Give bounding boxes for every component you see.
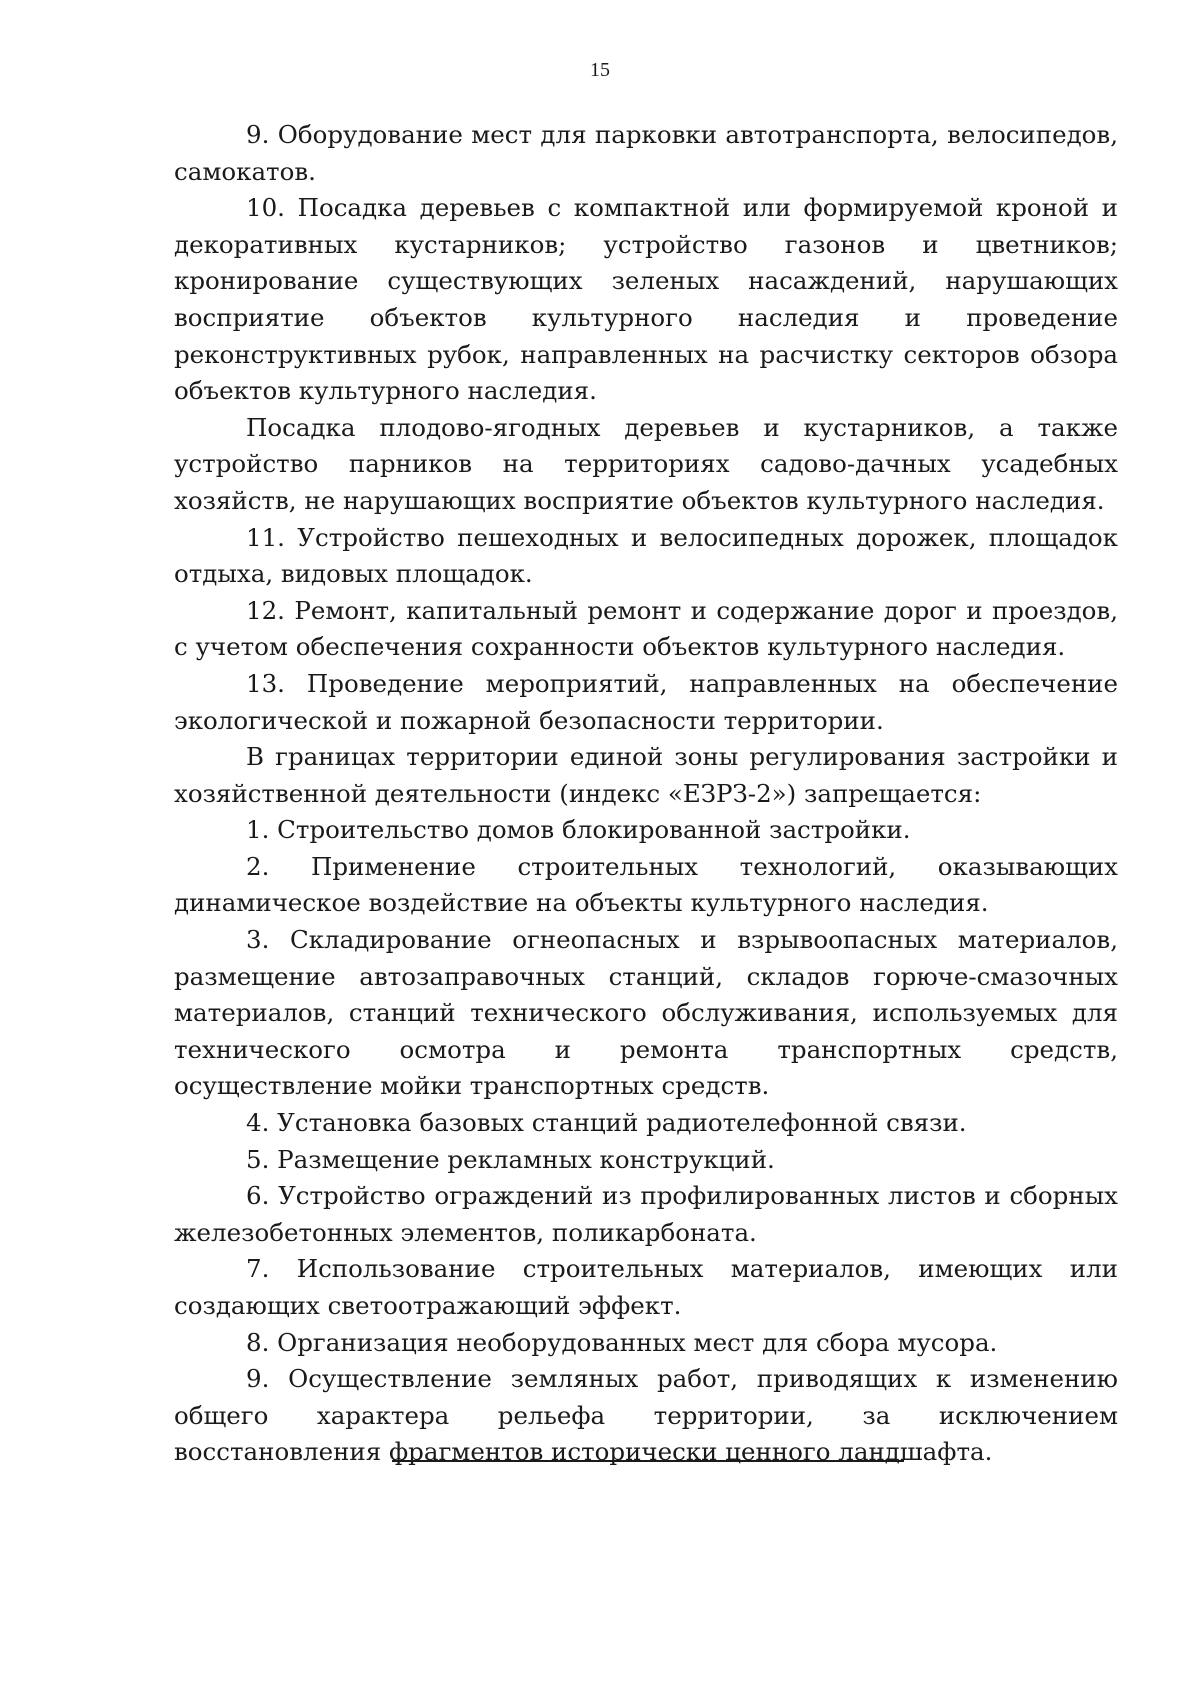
prohibition-item-6: 6. Устройство ограждений из профилированных листов и сборных железобетонных элементов, поликарбоната. xyxy=(174,1181,1118,1247)
paragraph-item-10-planting: 10. Посадка деревьев с компактной или формируемой кроной и декоративных кустарников; устройство газонов и цветников; кронирование существующих зеленых насаждений, нарушающих восприятие объектов культурного наследия и проведение реконструктивных рубок, направленных на расчистку секторов обзора объектов культурного наследия. xyxy=(174,193,1118,406)
prohibition-item-8: 8. Организация необорудованных мест для сбора мусора. xyxy=(246,1327,998,1357)
prohibition-item-4: 4. Установка базовых станций радиотелефонной связи. xyxy=(246,1108,967,1138)
page-number: 15 xyxy=(590,59,610,81)
paragraph-item-12-roads: 12. Ремонт, капитальный ремонт и содержание дорог и проездов, с учетом обеспечения сохранности объектов культурного наследия. xyxy=(174,595,1118,662)
prohibition-item-3: 3. Складирование огнеопасных и взрывоопасных материалов, размещение автозаправочных станций, складов горюче-смазочных материалов, станций технического обслуживания, используемых для технического осмотра и ремонта транспортных средств, осуществление мойки транспортных средств. xyxy=(174,925,1118,1101)
paragraph-item-11-paths: 11. Устройство пешеходных и велосипедных дорожек, площадок отдыха, видовых площадок. xyxy=(174,522,1118,589)
document-body xyxy=(174,117,1118,1471)
paragraph-item-13-safety: 13. Проведение мероприятий, направленных на обеспечение экологической и пожарной безопасности территории. xyxy=(174,668,1118,735)
paragraph-item-9-parking: 9. Оборудование мест для парковки автотранспорта, велосипедов, самокатов. xyxy=(174,120,1118,186)
prohibition-item-2: 2. Применение строительных технологий, оказывающих динамическое воздействие на объекты культурного наследия. xyxy=(174,851,1118,918)
prohibition-item-7: 7. Использование строительных материалов, имеющих или создающих светоотражающий эффект. xyxy=(174,1254,1118,1320)
prohibition-item-5: 5. Размещение рекламных конструкций. xyxy=(246,1144,775,1174)
prohibition-item-1: 1. Строительство домов блокированной застройки. xyxy=(246,815,911,845)
paragraph-prohibitions-intro: В границах территории единой зоны регулирования застройки и хозяйственной деятельности (индекс «ЕЗРЗ-2») запрещается: xyxy=(174,742,1118,808)
prohibition-item-9: 9. Осуществление земляных работ, приводящих к изменению общего характера рельефа территории, за исключением восстановления фрагментов исторически ценного ландшафта. xyxy=(174,1364,1118,1467)
end-divider-line xyxy=(392,1460,904,1462)
paragraph-fruit-trees: Посадка плодово-ягодных деревьев и кустарников, а также устройство парников на территориях садово-дачных усадебных хозяйств, не нарушающих восприятие объектов культурного наследия. xyxy=(174,412,1118,515)
